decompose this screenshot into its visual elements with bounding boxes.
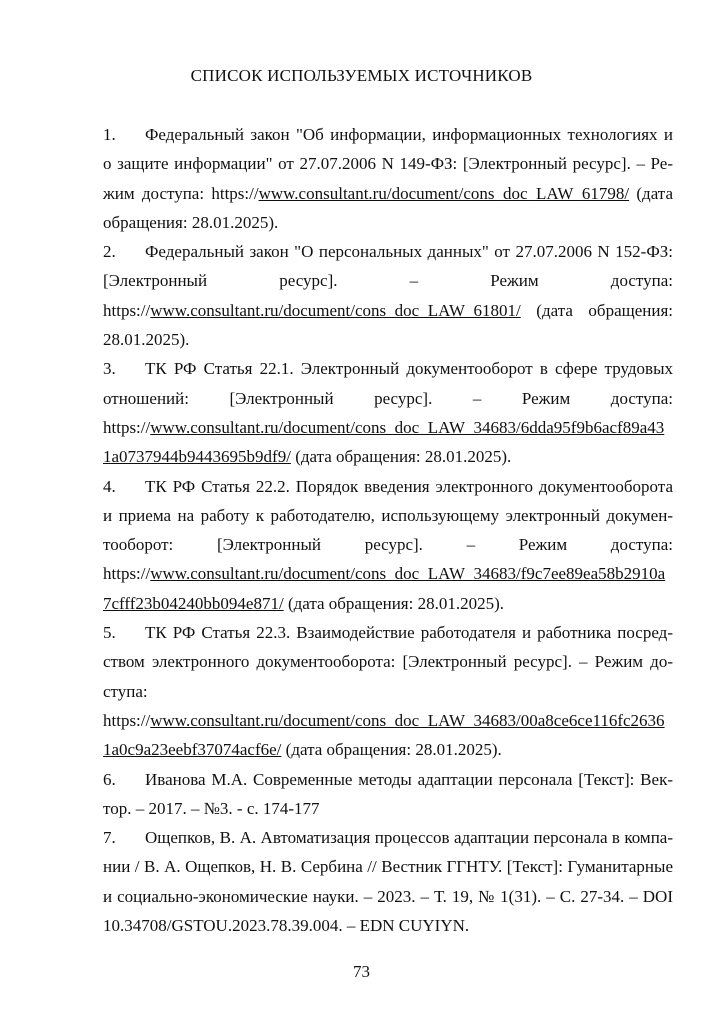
reference-item-5 [103,618,673,764]
reference-link[interactable]: www.consultant.ru/document/cons_doc_LAW_34683/f9c7ee89ea58b2910a [150,564,666,584]
reference-number: 5. [103,623,116,643]
page-number: 73 [353,962,370,981]
reference-tail: (дата обращения: 28.01.2025). [103,300,673,350]
reference-number: 7. [103,828,116,848]
reference-text: Ощепков, В. А. Автоматизация процессов адаптации персонала в компа-нии / В. А. Ощепков, Н. В. Сербина // Вестник ГГНТУ. [Текст]: Гуманитарные и социально-экономические науки. – 2023. – Т. 19, № 1(31). – С. 27-34. – DOI 10.34708/GSTOU.2023.78.39.004. – EDN CUYIYN. [103,828,673,936]
reference-number: 3. [103,359,116,379]
page-title: СПИСОК ИСПОЛЬЗУЕМЫХ ИСТОЧНИКОВ [190,66,533,85]
reference-tail: (дата обращения: 28.01.2025). [290,447,512,467]
reference-link[interactable]: www.consultant.ru/document/cons_doc_LAW_34683/00a8ce6ce116fc2636 [150,710,665,730]
reference-link-continued[interactable]: 1a0737944b9443695b9df9/ [103,447,291,467]
reference-number: 2. [103,242,116,262]
reference-link[interactable]: www.consultant.ru/document/cons_doc_LAW_34683/6dda95f9b6acf89a43 [150,417,665,437]
reference-item-2 [103,237,673,354]
reference-text: ТК РФ Статья 22.3. Взаимодействие работодателя и работника посред-ством электронного документооборота: [Электронный ресурс]. – Режим до-ступа: [103,623,673,701]
reference-tail: (дата обращения: 28.01.2025). [283,593,505,613]
reference-tail: (дата обращения: 28.01.2025). [281,740,502,760]
reference-item-4 [103,472,673,618]
reference-item-7 [103,823,673,940]
reference-number: 4. [103,476,116,496]
reference-text: ТК РФ Статья 22.2. Порядок введения электронного документооборота и приема на работу к работодателю, использующему электронный докумен-тооборот: [Электронный ресурс]. – Режим доступа: https:// [103,476,673,584]
reference-item-1 [103,120,673,237]
reference-link-continued[interactable]: 1a0c9a23eebf37074acf6e/ [103,740,282,760]
reference-text: ТК РФ Статья 22.1. Электронный документооборот в сфере трудовых отношений: [Электронный ресурс]. – Режим доступа: https:// [103,359,673,437]
reference-number: 1. [103,125,116,144]
reference-link[interactable]: www.consultant.ru/document/cons_doc_LAW_61801/ [150,300,521,320]
reference-link-continued[interactable]: 7cfff23b04240bb094e871/ [103,593,284,613]
reference-text: Иванова М.А. Современные методы адаптации персонала [Текст]: Век-тор. – 2017. – №3. - с. 174-177 [103,769,673,818]
reference-link-prefix: https:// [103,710,151,730]
reference-link[interactable]: www.consultant.ru/document/cons_doc_LAW_61798/ [258,183,630,203]
reference-text: Федеральный закон "Об информации, информационных технологиях и о защите информации" от 27.07.2006 N 149-ФЗ: [Электронный ресурс]. – Ре-жим доступа: https:// [103,125,673,203]
reference-list [103,120,673,940]
reference-number: 6. [103,769,116,789]
reference-item-6 [103,765,673,824]
reference-text: Федеральный закон "О персональных данных" от 27.07.2006 N 152-ФЗ: [Электронный ресурс]. – Режим доступа: https:// [103,242,673,320]
reference-tail: (дата обращения: 28.01.2025). [103,183,673,232]
reference-item-3 [103,354,673,471]
